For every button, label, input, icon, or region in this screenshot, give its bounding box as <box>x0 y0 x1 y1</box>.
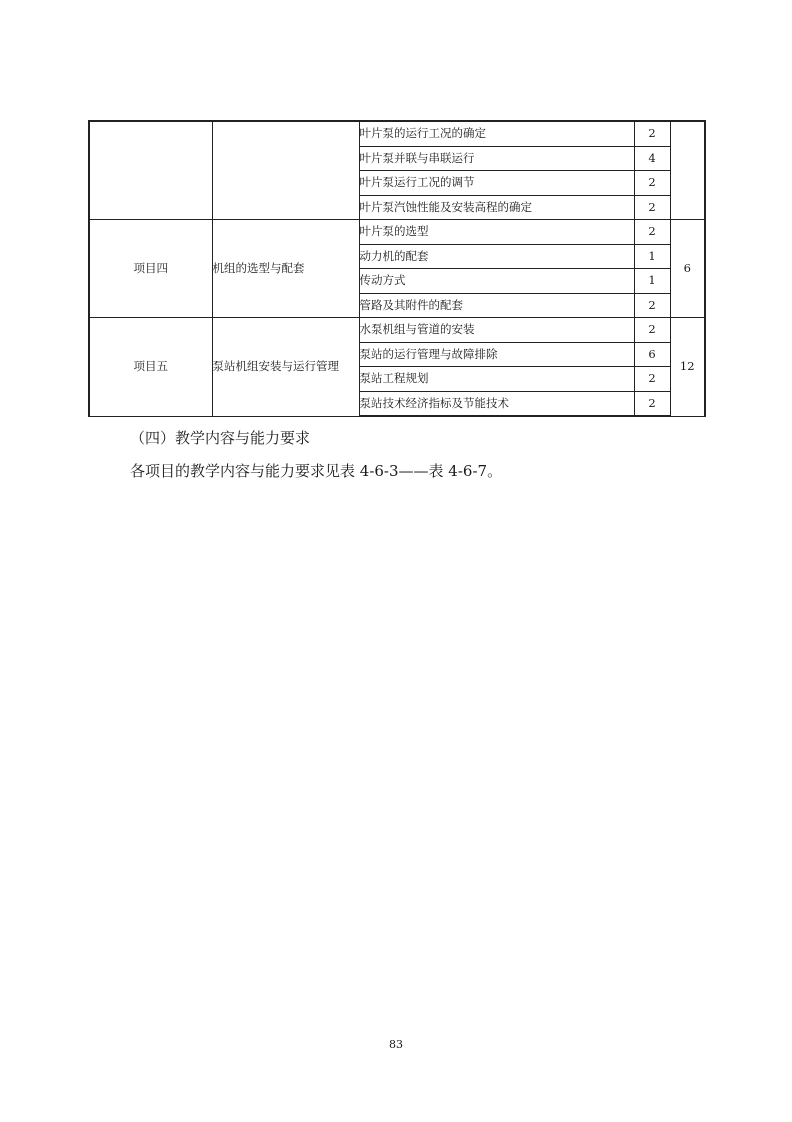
hours-cell: 2 <box>634 171 670 196</box>
topic-cell: 叶片泵并联与串联运行 <box>359 146 634 171</box>
topic-cell: 叶片泵的运行工况的确定 <box>359 121 634 146</box>
topic-cell: 传动方式 <box>359 269 634 294</box>
total-hours-cell: 6 <box>670 220 705 318</box>
topic-cell: 泵站工程规划 <box>359 367 634 392</box>
body-paragraph: 各项目的教学内容与能力要求见表 4-6-3——表 4-6-7。 <box>130 462 503 480</box>
project-cell <box>89 121 212 220</box>
hours-cell: 2 <box>634 121 670 146</box>
hours-cell: 1 <box>634 244 670 269</box>
module-cell <box>212 121 359 220</box>
hours-cell: 2 <box>634 293 670 318</box>
topic-cell: 叶片泵运行工况的调节 <box>359 171 634 196</box>
hours-cell: 2 <box>634 220 670 245</box>
hours-cell: 1 <box>634 269 670 294</box>
hours-cell: 6 <box>634 342 670 367</box>
total-hours-cell <box>670 121 705 220</box>
hours-cell: 2 <box>634 391 670 416</box>
hours-cell: 4 <box>634 146 670 171</box>
topic-cell: 泵站技术经济指标及节能技术 <box>359 391 634 416</box>
project-cell: 项目四 <box>89 220 212 318</box>
hours-cell: 2 <box>634 318 670 343</box>
curriculum-table <box>88 120 706 417</box>
page-number: 83 <box>389 1038 403 1051</box>
topic-cell: 管路及其附件的配套 <box>359 293 634 318</box>
hours-cell: 2 <box>634 367 670 392</box>
total-hours-cell: 12 <box>670 318 705 417</box>
topic-cell: 水泵机组与管道的安装 <box>359 318 634 343</box>
module-cell: 泵站机组安装与运行管理 <box>212 318 359 417</box>
module-cell: 机组的选型与配套 <box>212 220 359 318</box>
topic-cell: 动力机的配套 <box>359 244 634 269</box>
section-heading: （四）教学内容与能力要求 <box>130 429 311 447</box>
table-row <box>89 318 705 343</box>
table-row <box>89 220 705 245</box>
topic-cell: 叶片泵汽蚀性能及安装高程的确定 <box>359 195 634 220</box>
topic-cell: 叶片泵的选型 <box>359 220 634 245</box>
topic-cell: 泵站的运行管理与故障排除 <box>359 342 634 367</box>
project-cell: 项目五 <box>89 318 212 417</box>
table-row <box>89 121 705 146</box>
hours-cell: 2 <box>634 195 670 220</box>
